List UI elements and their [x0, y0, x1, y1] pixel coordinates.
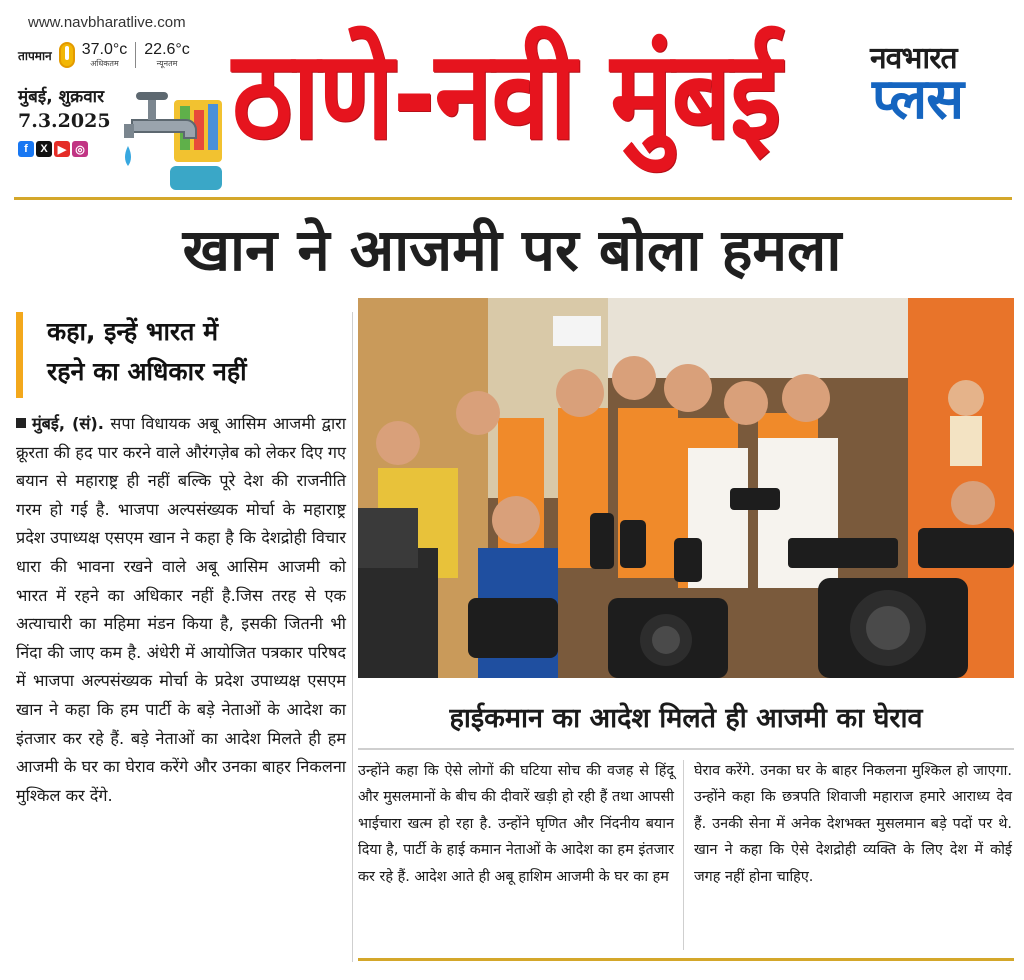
press-conference-photo	[358, 298, 1014, 678]
water-tap-icon	[112, 80, 227, 195]
brand-logo[interactable]	[862, 36, 1014, 151]
article-subhead	[16, 312, 346, 398]
article-headline: खान ने आजमी पर बोला हमला	[182, 216, 842, 284]
subheadline-divider	[358, 748, 1014, 750]
instagram-icon[interactable]: ◎	[72, 141, 88, 157]
article-bottom-rule	[358, 958, 1014, 961]
newspaper-title: ठाणे-नवी मुंबई	[232, 23, 781, 167]
subhead-line-1: कहा, इन्हें भारत में	[47, 317, 219, 346]
facebook-icon[interactable]: f	[18, 141, 34, 157]
site-url[interactable]: www.navbharatlive.com	[28, 14, 186, 31]
temperature-widget	[18, 40, 198, 70]
temperature-label: तापमान	[18, 48, 52, 63]
min-temp-value: 22.6°c	[144, 41, 190, 58]
temp-divider	[135, 42, 136, 68]
section-subheadline: हाईकमान का आदेश मिलते ही आजमी का घेराव	[449, 703, 923, 734]
city-day: मुंबई, शुक्रवार	[18, 87, 105, 107]
max-temp-value: 37.0°c	[81, 41, 128, 58]
column-divider-right	[683, 760, 684, 950]
column-divider	[352, 312, 353, 962]
youtube-icon[interactable]: ▶	[54, 141, 70, 157]
max-temperature	[82, 42, 128, 68]
masthead	[0, 0, 1024, 195]
issue-date: 7.3.2025	[18, 110, 111, 132]
bullet-icon	[16, 418, 26, 428]
body-text-left: सपा विधायक अबू आसिम आजमी द्वारा क्रूरता की हद पार करने वाले औरंगज़ेब को लेकर दिए गए बयान से महाराष्ट्र ही नहीं बल्कि पूरे देश की राजनीति गरम हो गई है. भाजपा अल्पसंख्यक मोर्चा के महाराष्ट्र प्रदेश उपाध्यक्ष एसएम खान ने कहा है कि देशद्रोही विचार धारा की भावना रखने वाले अबू आसिम आजमी को भारत में रहने का अधिकार नहीं है.जिस तरह से एक अत्याचारी का महिमा मंडन किया है, इसकी जितनी भी निंदा की जाए कम है. अंधेरी में आयोजित पत्रकार परिषद में भाजपा अल्पसंख्यक मोर्चा के प्रदेश उपाध्यक्ष एसएम खान ने कहा कि हम पार्टी के बड़े नेताओं के आदेश का इंतजार कर रहे हैं. बड़े नेताओं का आदेश मिलते ही हम आजमी के घर का घेराव करेंगे और उनका बाहर निकलना मुश्किल कर देंगे.	[16, 414, 346, 805]
subhead-line-2: रहने का अधिकार नहीं	[47, 357, 247, 386]
brand-name-bottom: प्लस	[872, 67, 964, 132]
social-links	[18, 141, 88, 157]
x-twitter-icon[interactable]: X	[36, 141, 52, 157]
masthead-divider	[14, 197, 1012, 200]
article-body-col-b: घेराव करेंगे. उनका घर के बाहर निकलना मुश्किल हो जाएगा. उन्होंने कहा कि छत्रपति शिवाजी महाराज हमारे आराध्य देव हैं. उनकी सेना में अनेक देशभक्त मुसलमान बड़े पदों पर थे. खान ने कहा कि ऐसे देशद्रोही व्यक्ति के लिए देश में कोई जगह नहीं होना चाहिए.	[694, 763, 1012, 885]
min-temperature	[144, 42, 190, 68]
max-temp-label: अधिकतम	[90, 59, 119, 68]
article-body-left	[16, 410, 346, 810]
dateline: मुंबई, (सं).	[32, 414, 104, 433]
brand-name-top: नवभारत	[870, 41, 957, 76]
thermometer-icon	[58, 40, 76, 70]
article-body-col-a: उन्होंने कहा कि ऐसे लोगों की घटिया सोच की वजह से हिंदू और मुसलमानों के बीच की दीवारें खड़ी हो रही हैं तथा आपसी भाईचारा खत्म हो रहा है. उन्होंने घृणित और निंदनीय बयान दिया है, पार्टी के हाई कमान नेताओं के आदेश का हम इंतजार कर रहे हैं. आदेश आते ही अबू हाशिम आजमी के घर का हम	[358, 763, 674, 885]
min-temp-label: न्यूनतम	[156, 59, 178, 68]
